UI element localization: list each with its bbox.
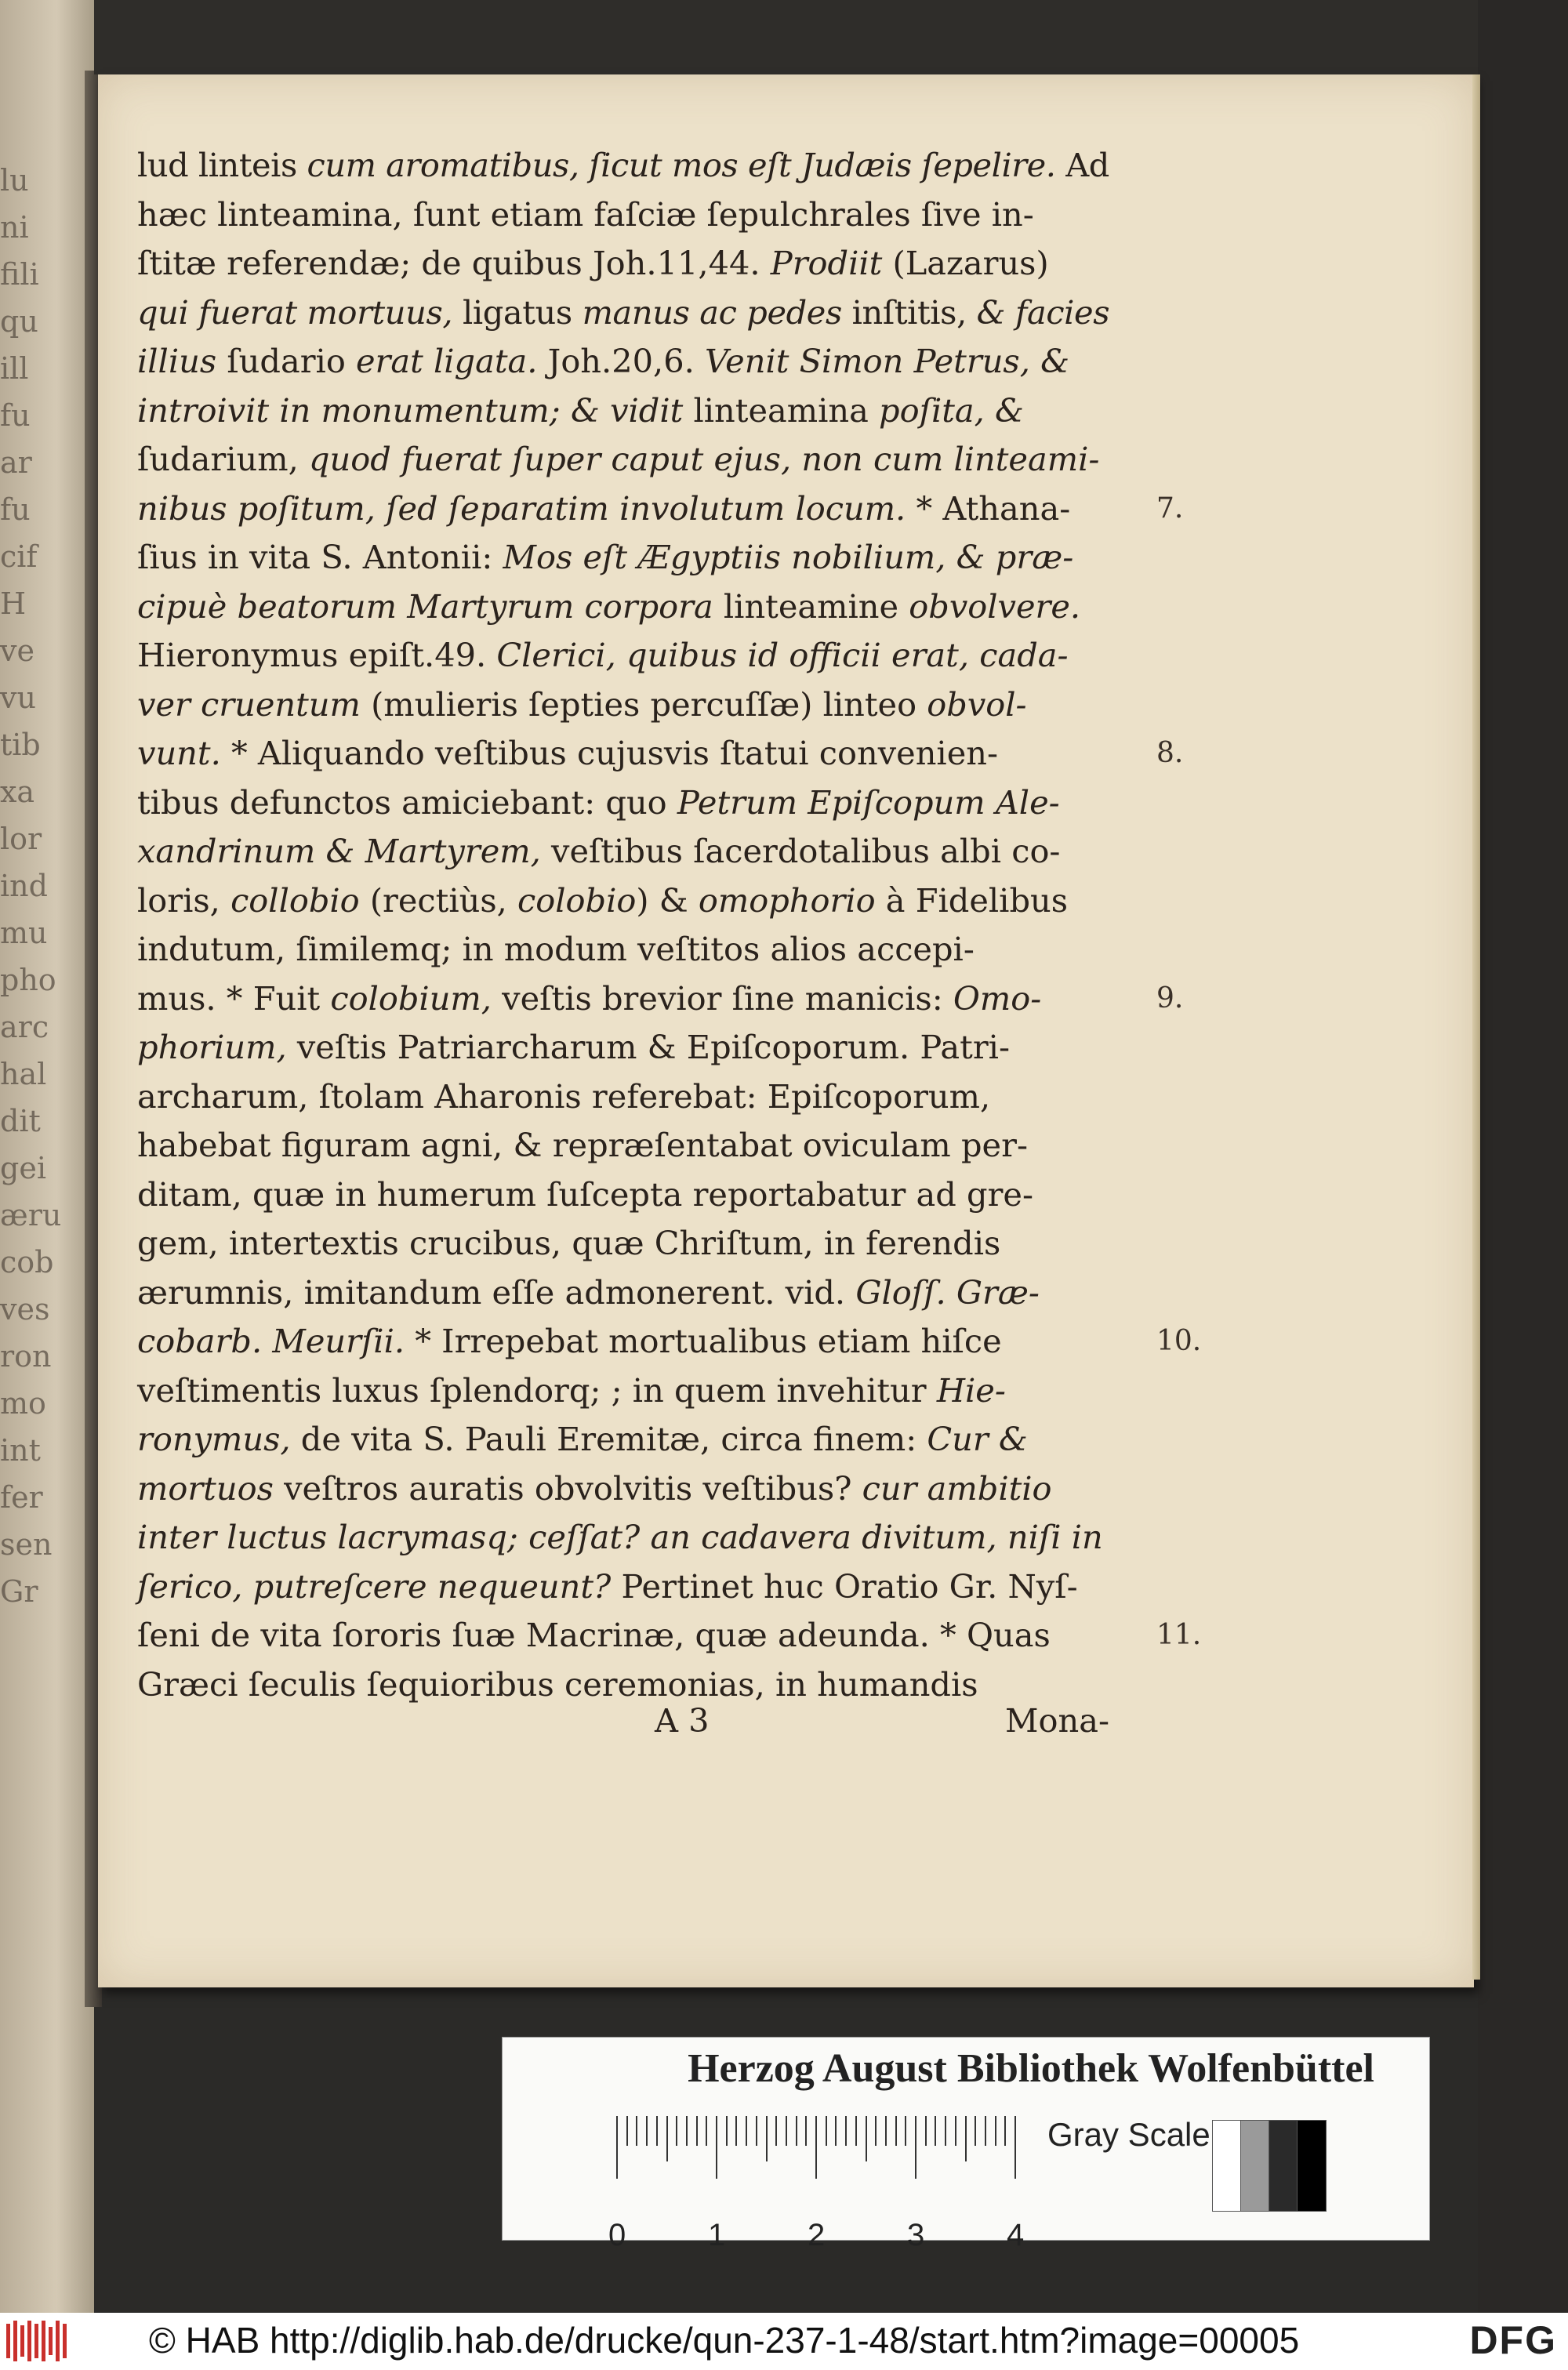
- target-title: Herzog August Bibliothek Wolfenbüttel: [688, 2046, 1374, 2091]
- ruler-tick: [796, 2116, 797, 2146]
- signature-mark: A 3: [655, 1701, 710, 1740]
- gray-swatch: [1297, 2120, 1327, 2212]
- text-segment: introivit in monumentum;: [137, 390, 561, 430]
- text-segment: illius: [137, 342, 217, 380]
- ruler-tick: [815, 2116, 817, 2179]
- ruler-tick: [866, 2116, 867, 2161]
- text-line: [137, 1121, 1109, 1170]
- text-line: [137, 1464, 1109, 1514]
- text-segment: veſtros auratis obvolvitis veſtibus?: [273, 1468, 862, 1508]
- text-line: [137, 681, 1109, 730]
- text-segment: collobio: [230, 880, 360, 920]
- text-line: [137, 435, 1109, 485]
- text-line: [137, 485, 1109, 534]
- text-segment: de vita S. Pauli Eremitæ, circa finem:: [290, 1420, 927, 1458]
- ruler-tick: [646, 2116, 648, 2146]
- ruler-tick: [696, 2116, 698, 2146]
- text-segment: quod fuerat ſuper caput ejus, non cum linteami-: [308, 440, 1100, 478]
- left-page-fragment: arc: [0, 1010, 49, 1044]
- text-line: [137, 1366, 1109, 1416]
- text-segment: Prodiit: [770, 244, 883, 282]
- text-segment: colobio: [517, 880, 637, 920]
- text-segment: obvolvere.: [909, 586, 1081, 626]
- text-line: [137, 1513, 1109, 1562]
- text-segment: vunt.: [137, 734, 221, 772]
- left-page-fragment: tib: [0, 728, 41, 762]
- text-segment: * Irrepebat mortualibus etiam hiſce: [405, 1322, 1002, 1360]
- text-segment: ſeni de vita ſororis ſuæ Macrinæ, quæ adeunda. * Quas: [137, 1616, 1051, 1654]
- text-segment: cobarb. Meurſii.: [137, 1322, 405, 1360]
- text-segment: (mulieris ſepties percuſſæ) linteo: [360, 684, 927, 724]
- ruler-tick: [915, 2116, 916, 2179]
- text-segment: veſtis Patriarcharum & Epiſcoporum. Patri-: [286, 1028, 1010, 1066]
- ruler-tick: [845, 2116, 847, 2146]
- ruler-tick: [626, 2116, 628, 2146]
- text-segment: habebat figuram agni, & repræſentabat oviculam per-: [137, 1126, 1028, 1164]
- background-right: [1478, 0, 1568, 2313]
- left-page-fragment: H: [0, 586, 27, 621]
- left-page-fragment: vu: [0, 681, 36, 715]
- left-page-fragment: ill: [0, 351, 29, 386]
- left-page-fragment: mo: [0, 1386, 46, 1421]
- text-line: [137, 337, 1109, 387]
- text-segment: obvol-: [927, 684, 1027, 724]
- text-line: [137, 533, 1109, 583]
- text-segment: poſita, &: [879, 390, 1024, 430]
- marginal-note: 10.: [1156, 1325, 1202, 1357]
- text-segment: mortuos: [137, 1468, 274, 1508]
- text-line: [137, 1317, 1109, 1366]
- left-page-fragment: qu: [0, 304, 38, 339]
- text-line: [137, 1268, 1109, 1318]
- text-segment: hæc linteamina, ſunt etiam faſciæ ſepulchrales ſive in-: [137, 194, 1034, 234]
- text-segment: Petrum Epiſcopum Ale-: [677, 782, 1060, 822]
- text-segment: phorium,: [137, 1028, 287, 1066]
- ruler-tick: [985, 2116, 986, 2146]
- text-segment: Pertinet huc Oratio Gr. Nyſ-: [611, 1566, 1078, 1606]
- left-page-fragment: fili: [0, 257, 39, 292]
- text-segment: cipuè beatorum Martyrum corpora: [137, 586, 713, 626]
- text-segment: veſtis brevior ſine manicis:: [491, 978, 953, 1018]
- hab-logo-icon: [5, 2319, 69, 2363]
- text-segment: * Aliquando veſtibus cujusvis ſtatui convenien-: [220, 734, 999, 772]
- scale-ruler: [608, 2116, 1025, 2252]
- left-page-fragment: fu: [0, 492, 31, 527]
- ruler-tick: [1014, 2116, 1016, 2179]
- text-line: [137, 1023, 1109, 1072]
- text-segment: ſius in vita S. Antonii:: [137, 538, 503, 576]
- left-page-fragment: ron: [0, 1339, 52, 1374]
- left-page-text-fragments: [0, 157, 62, 1717]
- ruler-tick: [905, 2116, 906, 2146]
- text-segment: (rectiùs,: [359, 880, 518, 920]
- left-page-fragment: ves: [0, 1292, 50, 1327]
- text-segment: à Fidelibus: [875, 880, 1069, 920]
- text-line: [137, 1415, 1109, 1464]
- ruler-tick: [955, 2116, 956, 2146]
- text-line: [137, 191, 1109, 240]
- ruler-number: 2: [808, 2218, 826, 2252]
- text-segment: & facies: [976, 292, 1110, 332]
- ruler-tick: [975, 2116, 976, 2146]
- left-page-fragment: æru: [0, 1198, 62, 1232]
- ruler-tick: [805, 2116, 807, 2146]
- ruler-tick: [895, 2116, 897, 2146]
- ruler-tick: [995, 2116, 996, 2146]
- text-line: [137, 387, 1109, 436]
- left-page-fragment: ar: [0, 445, 32, 480]
- gray-swatch: [1212, 2120, 1242, 2212]
- ruler-tick: [656, 2116, 658, 2146]
- ruler-tick: [826, 2116, 827, 2146]
- left-page-fragment: cob: [0, 1245, 54, 1279]
- left-page-fragment: pho: [0, 963, 56, 997]
- left-page-fragment: fu: [0, 398, 31, 433]
- page-footer: [137, 1701, 1109, 1750]
- ruler-tick: [786, 2116, 787, 2146]
- text-segment: colobium,: [330, 978, 492, 1018]
- text-line: [137, 827, 1109, 877]
- text-line: [137, 141, 1109, 191]
- ruler-tick: [676, 2116, 677, 2146]
- text-segment: [561, 391, 571, 430]
- text-line: [137, 1562, 1109, 1612]
- left-page-fragment: mu: [0, 916, 48, 950]
- text-segment: Clerici, quibus id officii erat, cada-: [496, 636, 1069, 674]
- copyright-link[interactable]: © HAB http://diglib.hab.de/drucke/qun-237-1-48/start.htm?image=00005: [149, 2320, 1300, 2361]
- ruler-tick: [775, 2116, 777, 2146]
- text-segment: veſtimentis luxus ſplendorq; ; in quem invehitur: [137, 1370, 937, 1410]
- text-segment: nibus poſitum, ſed ſeparatim involutum locum.: [137, 488, 906, 528]
- text-line: [137, 877, 1109, 926]
- text-line: [137, 289, 1109, 338]
- gray-swatch: [1240, 2120, 1270, 2212]
- text-segment: manus ac pedes: [582, 292, 842, 332]
- ruler-tick: [835, 2116, 837, 2146]
- text-line: [137, 1072, 1109, 1122]
- ruler-tick: [756, 2116, 757, 2146]
- text-line: [137, 925, 1109, 974]
- marginal-note: 11.: [1156, 1619, 1202, 1651]
- text-segment: gem, intertextis crucibus, quæ Chriſtum, in ferendis: [137, 1224, 1001, 1262]
- text-segment: mus. * Fuit: [137, 978, 331, 1018]
- ruler-tick: [706, 2116, 707, 2146]
- ruler-tick: [885, 2116, 887, 2146]
- text-segment: Cur &: [927, 1420, 1028, 1458]
- ruler-tick: [855, 2116, 857, 2146]
- background-top: [94, 0, 1568, 74]
- text-segment: Omo-: [953, 978, 1042, 1018]
- text-segment: Hieronymus epiſt.49.: [137, 636, 497, 674]
- text-segment: cur ambitio: [862, 1468, 1052, 1508]
- marginal-note: 9.: [1156, 982, 1184, 1014]
- text-line: [137, 1219, 1109, 1268]
- text-segment: Gloſſ. Græ-: [855, 1272, 1040, 1312]
- text-segment: lud linteis: [137, 146, 307, 184]
- ruler-number: 3: [907, 2218, 925, 2252]
- text-line: [137, 779, 1109, 828]
- text-line: [137, 631, 1109, 681]
- text-segment: inſtitis,: [841, 292, 977, 332]
- text-segment: tibus defunctos amiciebant: quo: [137, 782, 677, 822]
- left-page-fragment: xa: [0, 775, 35, 809]
- text-segment: ærumnis, imitandum eſſe admonerent. vid.: [137, 1272, 856, 1312]
- text-line: [137, 583, 1109, 632]
- credit-bar: [0, 2313, 1568, 2370]
- gray-swatch: [1269, 2120, 1298, 2212]
- body-text: [137, 141, 1109, 1709]
- text-segment: erat ligata.: [356, 342, 538, 380]
- left-page-fragment: gei: [0, 1151, 46, 1185]
- text-segment: omophorio: [698, 880, 876, 920]
- ruler-tick: [1004, 2116, 1006, 2146]
- text-segment: (Lazarus): [882, 244, 1049, 282]
- left-page-fragment: fer: [0, 1480, 43, 1515]
- catchword: Mona-: [1005, 1701, 1109, 1740]
- text-segment: Mos eſt Ægyptiis nobilium, & præ-: [503, 538, 1074, 576]
- ruler-tick: [935, 2116, 936, 2146]
- gray-scale-label: Gray Scale: [1047, 2116, 1210, 2153]
- marginal-note: 7.: [1156, 492, 1184, 524]
- text-segment: qui fuerat mortuus,: [137, 292, 453, 332]
- ruler-tick: [925, 2116, 927, 2146]
- text-segment: loris,: [137, 880, 231, 920]
- text-segment: * Athana-: [906, 488, 1071, 528]
- text-line: [137, 729, 1109, 779]
- text-segment: ſerico, putreſcere nequeunt?: [137, 1566, 612, 1606]
- text-segment: Joh.20,6.: [537, 342, 706, 380]
- ruler-number: 0: [608, 2218, 626, 2252]
- ruler-tick: [726, 2116, 728, 2146]
- text-segment: ronymus,: [137, 1420, 291, 1458]
- dfg-logo: DFG: [1469, 2318, 1557, 2362]
- text-segment: archarum, ſtolam Aharonis referebat: Epiſcoporum,: [137, 1076, 991, 1116]
- left-page-fragment: cif: [0, 539, 38, 574]
- text-line: [137, 239, 1109, 289]
- text-segment: Venit Simon Petrus, &: [705, 342, 1070, 380]
- left-page-fragment: ind: [0, 869, 48, 903]
- left-page-fragment: dit: [0, 1104, 41, 1138]
- text-segment: Hie-: [936, 1370, 1006, 1410]
- ruler-tick: [965, 2116, 967, 2161]
- left-page-fragment: ve: [0, 633, 34, 668]
- text-segment: indutum, ſimilemq; in modum veſtitos alios accepi-: [137, 930, 975, 968]
- text-segment: xandrinum & Martyrem,: [137, 832, 541, 870]
- ruler-tick: [666, 2116, 668, 2161]
- text-segment: ſudario: [216, 342, 356, 380]
- text-segment: ligatus: [452, 292, 583, 332]
- text-segment: inter luctus lacrymasq; ceſſat? an cadavera divitum, niſi in: [137, 1518, 1103, 1556]
- text-segment: Græci ſeculis ſequioribus ceremonias, in humandis: [137, 1664, 978, 1704]
- text-segment: ) &: [636, 880, 699, 920]
- ruler-tick: [616, 2116, 618, 2179]
- left-page-fragment: ni: [0, 210, 29, 245]
- ruler-tick: [716, 2116, 717, 2179]
- text-segment: veſtibus ſacerdotalibus albi co-: [540, 832, 1061, 870]
- ruler-number: 1: [708, 2218, 726, 2252]
- text-segment: Ad: [1055, 146, 1109, 184]
- text-segment: ver cruentum: [137, 684, 361, 724]
- left-page-fragment: lor: [0, 822, 42, 856]
- text-segment: linteamina: [683, 390, 880, 430]
- text-segment: ditam, quæ in humerum ſuſcepta reportabatur ad gre-: [137, 1174, 1034, 1214]
- ruler-tick: [875, 2116, 877, 2146]
- text-line: [137, 974, 1109, 1024]
- ruler-number: 4: [1007, 2218, 1025, 2252]
- left-page-fragment: hal: [0, 1057, 47, 1091]
- left-page-fragment: Gr: [0, 1574, 38, 1609]
- left-page-fragment: sen: [0, 1527, 53, 1562]
- text-line: [137, 1611, 1109, 1660]
- left-page-fragment: lu: [0, 163, 29, 198]
- ruler-tick: [735, 2116, 737, 2146]
- text-segment: ſudarium,: [137, 440, 309, 478]
- ruler-tick: [636, 2116, 637, 2146]
- text-line: [137, 1170, 1109, 1220]
- left-page-fragment: int: [0, 1433, 41, 1468]
- text-segment: & vidit: [570, 390, 684, 430]
- ruler-tick: [945, 2116, 946, 2146]
- text-segment: linteamine: [713, 586, 909, 626]
- ruler-tick: [766, 2116, 768, 2161]
- color-target-card: [502, 2037, 1430, 2252]
- ruler-tick: [746, 2116, 747, 2146]
- text-segment: cum aromatibus, ſicut mos eſt Judæis ſepelire.: [307, 146, 1056, 184]
- text-segment: ſtitæ referendæ; de quibus Joh.11,44.: [137, 244, 771, 282]
- marginal-note: 8.: [1156, 737, 1184, 769]
- page-edge: [1472, 74, 1480, 1980]
- ruler-tick: [686, 2116, 688, 2146]
